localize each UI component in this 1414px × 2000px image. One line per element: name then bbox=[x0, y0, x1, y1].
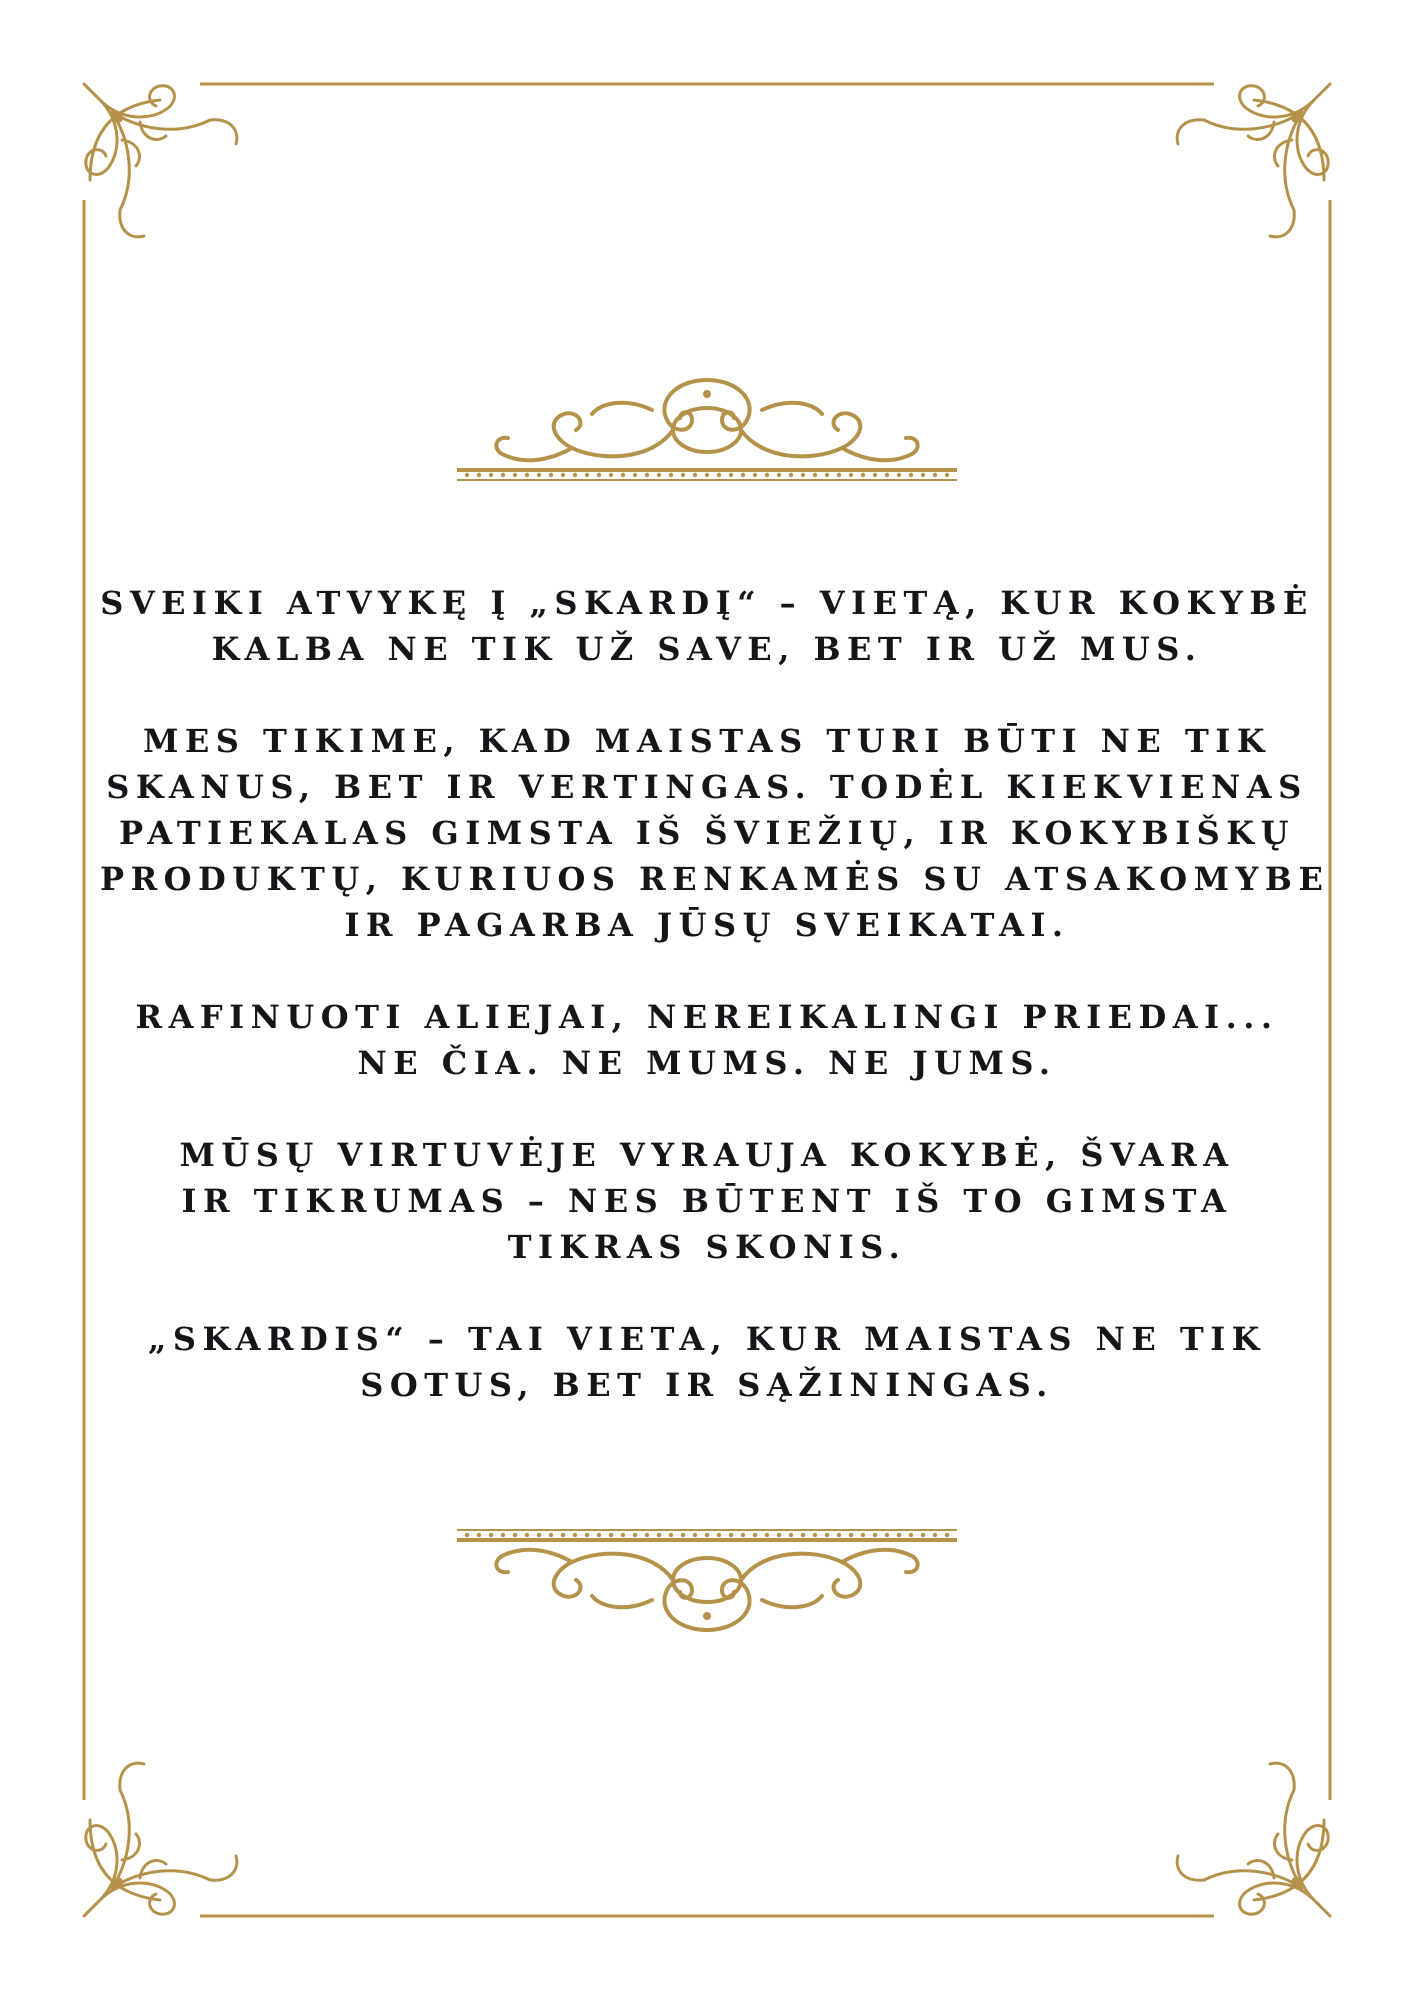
text-line: IR PAGARBA JŪSŲ SVEIKATAI. bbox=[344, 906, 1070, 944]
text-line: KALBA NE TIK UŽ SAVE, BET IR UŽ MUS. bbox=[211, 630, 1203, 668]
text-line: PRODUKTŲ, KURIUOS RENKAMĖS SU ATSAKOMYBE bbox=[100, 860, 1330, 898]
text-line: SKANUS, BET IR VERTINGAS. TODĖL KIEKVIENAS bbox=[106, 768, 1308, 806]
filigree-corner-bottom-right-icon bbox=[1177, 1763, 1330, 1916]
paragraph-exclusions bbox=[100, 994, 1314, 1086]
filigree-corner-bottom-left-icon bbox=[84, 1763, 237, 1916]
text-line: MŪSŲ VIRTUVĖJE VYRAUJA KOKYBĖ, ŠVARA bbox=[179, 1136, 1235, 1174]
intro-text bbox=[100, 580, 1330, 1454]
scroll-divider-top-icon bbox=[452, 370, 962, 490]
text-line: SOTUS, BET IR SĄŽININGAS. bbox=[360, 1366, 1054, 1404]
text-line: SVEIKI ATVYKĘ Į „SKARDĮ“ – VIETĄ, KUR KOKYBĖ bbox=[100, 584, 1314, 622]
paragraph-kitchen bbox=[100, 1132, 1314, 1270]
text-line: „SKARDIS“ – TAI VIETA, KUR MAISTAS NE TIK bbox=[148, 1320, 1266, 1358]
text-line: IR TIKRUMAS – NES BŪTENT IŠ TO GIMSTA bbox=[181, 1182, 1233, 1220]
scroll-divider-bottom-icon bbox=[452, 1520, 962, 1640]
text-line: RAFINUOTI ALIEJAI, NEREIKALINGI PRIEDAI... bbox=[135, 998, 1279, 1036]
paragraph-beliefs bbox=[100, 718, 1330, 948]
text-line: PATIEKALAS GIMSTA IŠ ŠVIEŽIŲ, IR KOKYBIŠKŲ bbox=[119, 814, 1295, 852]
text-line: MES TIKIME, KAD MAISTAS TURI BŪTI NE TIK bbox=[142, 722, 1272, 760]
text-line: TIKRAS SKONIS. bbox=[507, 1228, 907, 1266]
text-line: NE ČIA. NE MUMS. NE JUMS. bbox=[357, 1044, 1057, 1082]
filigree-corner-top-left-icon bbox=[84, 84, 237, 237]
filigree-corner-top-right-icon bbox=[1177, 84, 1330, 237]
paragraph-closing bbox=[100, 1316, 1314, 1408]
paragraph-welcome bbox=[100, 580, 1314, 672]
